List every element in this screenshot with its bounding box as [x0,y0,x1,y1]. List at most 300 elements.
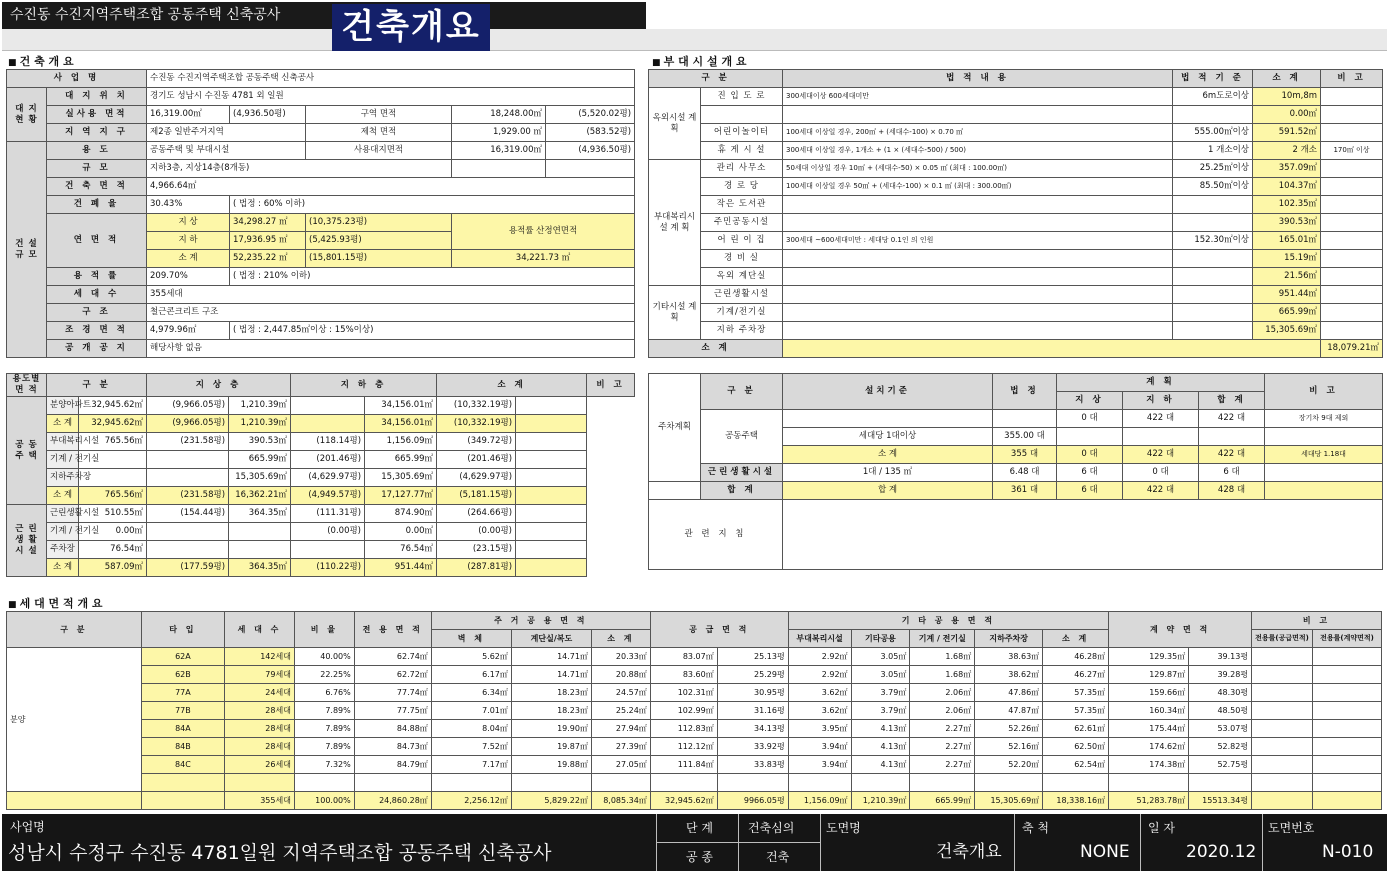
cell-value: 174.62㎡ [1109,738,1189,756]
legal-standard [1173,286,1253,304]
cell-value: 3.62㎡ [788,702,851,720]
cell-value: 20.88㎡ [591,666,650,684]
cell-value: 48.50평 [1189,702,1252,720]
cell-value: 84.79㎡ [354,756,431,774]
cell-value: 6.17㎡ [431,666,511,684]
table-cell [1109,774,1189,792]
table-cell: 지 상 [147,214,230,232]
table-cell: 355.00 대 [993,428,1057,446]
table-cell: 지 하 층 [291,374,437,397]
cell-value: 6.34㎡ [431,684,511,702]
row-label: 주민공동시설 [701,214,783,232]
cell-value: (118.14평) [291,433,365,451]
cell-value: 2.06㎡ [910,702,975,720]
cell-value: 2.27㎡ [910,720,975,738]
subtotal: 951.44㎡ [1253,286,1321,304]
cell-value: (231.58평) [147,487,229,505]
subtotal: 357.09㎡ [1253,160,1321,178]
cell-value: 142세대 [224,648,294,666]
cell-value: 32,945.62㎡ [79,397,147,415]
cell-value: 174.38㎡ [1109,756,1189,774]
cell-value: 3.94㎡ [788,738,851,756]
unit-total-row [7,792,1382,810]
cell-value: 1,210.39㎡ [229,397,291,415]
legal-content [783,250,1173,268]
cell-value: (264.66평) [437,505,516,523]
table-cell: 해당사항 없음 [147,340,635,358]
table-cell [1252,738,1313,756]
cell-value: 28세대 [224,702,294,720]
table-cell: 법 적 기 준 [1173,70,1253,88]
table-cell: 기계 / 전기실 [910,630,975,648]
table-cell [993,410,1057,428]
table-cell: 17,936.95 ㎡ [230,232,306,250]
row-label: 부대복리시설 [47,433,79,451]
note [1321,88,1383,106]
cell-value: 52.20㎡ [975,756,1043,774]
row-label: 관리 사무소 [701,160,783,178]
subtotal: 0.00㎡ [1253,106,1321,124]
facility-row [649,268,1383,286]
number-label: 도면번호 [1268,821,1315,835]
note [1321,232,1383,250]
cell-value: 0.00㎡ [79,523,147,541]
row-label: 지하주차장 [47,469,79,487]
table-cell: 구 분 [47,374,147,397]
cell-value: 52.16㎡ [975,738,1043,756]
table-cell: 건 폐 율 [47,196,147,214]
table-cell: 422 대 [1199,446,1265,464]
table-cell [1189,774,1252,792]
table-cell: 전용률(계약면적) [1312,630,1381,648]
use-area-row [7,559,635,577]
table-cell: 합 계 [701,482,783,500]
table-cell: 관 련 지 침 [649,500,783,570]
row-label: 진 입 도 로 [701,88,783,106]
subtotal: 15.19㎡ [1253,250,1321,268]
cell-value: 874.90㎡ [365,505,437,523]
total-value: 665.99㎡ [910,792,975,810]
note [1321,160,1383,178]
table-cell: 355 대 [993,446,1057,464]
cell-value: 33.83평 [717,756,788,774]
cell-value: 52.82평 [1189,738,1252,756]
table-cell: 계 획 [1057,374,1265,392]
table-cell [1057,428,1123,446]
cell-value: 39.13평 [1189,648,1252,666]
table-cell: (5,520.02평) [546,106,635,124]
legal-content [783,304,1173,322]
header-strip [2,29,1387,51]
row-label: 지하 주차장 [701,322,783,340]
table-cell: 공 급 면 적 [650,612,788,648]
table-cell: 소 계 [591,630,650,648]
table-cell [516,487,587,505]
title-block [2,814,1387,871]
legal-standard: 555.00㎡이상 [1173,124,1253,142]
table-cell: 소 계 [147,250,230,268]
cell-value: 3.62㎡ [788,684,851,702]
table-cell [975,774,1043,792]
facility-row [649,88,1383,106]
cell-value: 1,156.09㎡ [365,433,437,451]
cell-value: 2.92㎡ [788,666,851,684]
cell-value: 46.27㎡ [1043,666,1109,684]
section-building-title: ■ 건 축 개 요 [8,55,74,69]
cell-value: 84.88㎡ [354,720,431,738]
table-cell [1265,482,1383,500]
table-cell: 제척 면적 [306,124,452,142]
table-cell: 비 고 [1252,612,1382,630]
cell-value: 30.95평 [717,684,788,702]
group-label: 근 린 생 활 시 설 [7,505,47,577]
date-value: 2020.12 [1186,842,1257,862]
table-cell: 제2종 일반주거지역 [147,124,306,142]
facility-row [649,304,1383,322]
cell-value: (10,332.19평) [437,397,516,415]
table-cell: 1대 / 135 ㎡ [783,464,993,482]
facility-row [649,196,1383,214]
cell-value: (154.44평) [147,505,229,523]
table-cell: 지하3층, 지상14층(8개동) [147,160,452,178]
table-cell [511,774,591,792]
table-cell: 18,248.00㎡ [452,106,546,124]
subtotal: 10m,8m [1253,88,1321,106]
cell-value: 14.71㎡ [511,648,591,666]
cell-value: 24세대 [224,684,294,702]
cell-value: 34,156.01㎡ [365,415,437,433]
cell-value: 77.74㎡ [354,684,431,702]
legal-standard: 25.25㎡이상 [1173,160,1253,178]
cell-value [147,469,229,487]
unit-row [7,648,1382,666]
cell-value: (0.00평) [291,523,365,541]
table-cell [1312,720,1381,738]
table-cell: ( 법정 : 2,447.85㎡이상 : 15%이상) [230,322,635,340]
table-cell [1312,702,1381,720]
note [1321,214,1383,232]
table-cell: ( 법정 : 210% 이하) [230,268,635,286]
project-label: 사업명 [10,820,45,834]
unit-area-table [6,611,1382,810]
scale-label: 축 척 [1022,821,1049,835]
table-cell: 지 상 [1057,392,1123,410]
type-label: 공 종 [686,850,713,864]
note [1321,250,1383,268]
cell-value: 16,362.21㎡ [229,487,291,505]
cell-value: 24.57㎡ [591,684,650,702]
row-label: 소 계 [47,415,79,433]
cell-value: 47.86㎡ [975,684,1043,702]
subtotal: 390.53㎡ [1253,214,1321,232]
table-cell: 361 대 [993,482,1057,500]
cell-value: 3.05㎡ [851,666,910,684]
use-area-row [7,451,635,469]
table-cell: 공동주택 [701,410,783,464]
table-cell: 전용률(공급면적) [1252,630,1313,648]
note [1321,106,1383,124]
cell-value: (5,181.15평) [437,487,516,505]
total-value: 15513.34평 [1189,792,1252,810]
stage-value: 건축심의 [748,821,795,835]
table-cell: 계 약 면 적 [1109,612,1252,648]
use-area-row [7,433,635,451]
facility-row [649,214,1383,232]
cell-value: 31.16평 [717,702,788,720]
cell-value: 4.13㎡ [851,720,910,738]
table-cell: 부대복리시설 [788,630,851,648]
cell-value: 28세대 [224,720,294,738]
legal-standard [1173,304,1253,322]
cell-value: 19.88㎡ [511,756,591,774]
cell-value: 28세대 [224,738,294,756]
row-label: 경 로 당 [701,178,783,196]
table-cell [1312,756,1381,774]
building-overview-table [6,69,635,358]
use-area-row [7,505,635,523]
legal-standard [1173,250,1253,268]
cell-value: 47.87㎡ [975,702,1043,720]
table-cell: 구 분 [649,70,783,88]
section-units-title: ■ 세 대 면 적 개 요 [8,597,103,611]
cell-value: 52.26㎡ [975,720,1043,738]
legal-content: 300세대 ~600세대미만 : 세대당 0.1인 의 인원 [783,232,1173,250]
row-label: 소 계 [47,559,79,577]
cell-value: (110.22평) [291,559,365,577]
subtotal: 665.99㎡ [1253,304,1321,322]
facility-row [649,178,1383,196]
total-value: 5,829.22㎡ [511,792,591,810]
total-value: 8,085.34㎡ [591,792,650,810]
cell-value: 7.52㎡ [431,738,511,756]
table-cell [1312,792,1381,810]
subtotal: 165.01㎡ [1253,232,1321,250]
cell-value: 79세대 [224,666,294,684]
table-cell: 16,319.00㎡ [452,142,546,160]
table-cell [788,774,851,792]
table-cell: (5,425.93평) [306,232,452,250]
cell-value: 83.60㎡ [650,666,717,684]
table-cell: 30.43% [147,196,230,214]
table-cell [516,505,587,523]
facility-row [649,142,1383,160]
cell-value: 7.89% [294,738,354,756]
cell-value: 62.61㎡ [1043,720,1109,738]
table-cell [1312,684,1381,702]
table-cell: 합 계 [1199,392,1265,410]
subtotal: 102.35㎡ [1253,196,1321,214]
table-cell: 주차계획 [649,374,701,482]
table-cell [1265,464,1383,482]
cell-value: 7.89% [294,720,354,738]
cell-value: 32,945.62㎡ [79,415,147,433]
cell-value: 160.34㎡ [1109,702,1189,720]
table-cell [783,410,993,428]
table-cell [141,774,224,792]
cell-value: (349.72평) [437,433,516,451]
total-value: 24,860.28㎡ [354,792,431,810]
table-cell: 4,966.64㎡ [147,178,635,196]
cell-value: 102.99㎡ [650,702,717,720]
table-cell [224,774,294,792]
table-cell [1312,666,1381,684]
table-cell [516,559,587,577]
cell-value: 62.50㎡ [1043,738,1109,756]
total-value: 100.00% [294,792,354,810]
cell-value: 665.99㎡ [365,451,437,469]
cell-value: 38.63㎡ [975,648,1043,666]
stage-label: 단 계 [686,821,713,835]
cell-value: 39.28평 [1189,666,1252,684]
drawing-name: 건축개요 [936,842,1002,862]
cell-value: 34,156.01㎡ [365,397,437,415]
cell-value: 26세대 [224,756,294,774]
table-cell: 18,079.21㎡ [1321,340,1383,358]
cell-value: 1,210.39㎡ [229,415,291,433]
cell-value: 17,127.77㎡ [365,487,437,505]
row-label: 작은 도서관 [701,196,783,214]
facility-row [649,124,1383,142]
row-label: 기계 / 전기실 [47,451,79,469]
table-cell: 52,235.22 ㎡ [230,250,306,268]
table-cell: 6 대 [1057,464,1123,482]
legal-content [783,214,1173,232]
cell-value: 364.35㎡ [229,505,291,523]
row-label: 경 비 실 [701,250,783,268]
cell-value: (177.59평) [147,559,229,577]
cell-value: 129.87㎡ [1109,666,1189,684]
legal-content [783,322,1173,340]
cell-value: 3.05㎡ [851,648,910,666]
table-cell: 세 대 수 [224,612,294,648]
use-area-row [7,397,635,415]
date-label: 일 자 [1148,821,1175,835]
cell-value: 159.66㎡ [1109,684,1189,702]
cell-value: 19.90㎡ [511,720,591,738]
cell-value [291,397,365,415]
label: 사 업 명 [7,70,147,88]
table-cell [452,160,546,178]
row-label: 소 계 [47,487,79,505]
row-label: 근린생활시설 [701,286,783,304]
row-label: 주차장 [47,541,79,559]
note [1321,124,1383,142]
subtotal: 2 개소 [1253,142,1321,160]
table-cell: (4,936.50평) [546,142,635,160]
facility-row [649,160,1383,178]
cell-value: 102.31㎡ [650,684,717,702]
table-cell: 지하주차장 [975,630,1043,648]
table-cell [1252,648,1313,666]
total-value: 2,256.12㎡ [431,792,511,810]
table-cell: 설치기준 [783,374,993,410]
table-cell [516,433,587,451]
total-value: 32,945.62㎡ [650,792,717,810]
table-cell: 법 정 [993,374,1057,410]
cell-value: 57.35㎡ [1043,702,1109,720]
project-name: 성남시 수정구 수진동 4781일원 지역주택조합 공동주택 신축공사 [8,842,552,864]
table-cell: (15,801.15평) [306,250,452,268]
cell-value: 77B [141,702,224,720]
subtotal: 591.52㎡ [1253,124,1321,142]
legal-standard: 152.30㎡이상 [1173,232,1253,250]
table-cell: 지 하 [1123,392,1199,410]
table-cell: 4,979.96㎡ [147,322,230,340]
drawing-label: 도면명 [826,821,861,835]
table-cell [516,415,587,433]
label: 실사용 면적 [47,106,147,124]
cell-value: 46.28㎡ [1043,648,1109,666]
table-cell [1252,702,1313,720]
table-cell: 비 고 [1321,70,1383,88]
cell-value: 57.35㎡ [1043,684,1109,702]
table-cell [649,482,701,500]
table-cell [650,774,717,792]
cell-value: 25.29평 [717,666,788,684]
cell-value: 14.71㎡ [511,666,591,684]
table-cell: 연 면 적 [47,214,147,268]
cell-value: 2.27㎡ [910,756,975,774]
header-title: 수진동 수진지역주택조합 공동주택 신축공사 [2,2,646,29]
cell-value: 25.13평 [717,648,788,666]
cell-value: 27.94㎡ [591,720,650,738]
cell-value: 175.44㎡ [1109,720,1189,738]
table-cell [1265,428,1383,446]
section-facilities-title: ■ 부 대 시 설 개 요 [652,55,747,69]
unit-row [7,756,1382,774]
table-cell: ( 법정 : 60% 이하) [230,196,635,214]
facility-row [649,250,1383,268]
row-label [701,106,783,124]
subtotal: 104.37㎡ [1253,178,1321,196]
table-cell: 1,929.00 ㎡ [452,124,546,142]
label: 대 지 위 치 [47,88,147,106]
table-cell: 사용대지면적 [306,142,452,160]
cell-value: (4,629.97평) [291,469,365,487]
table-cell: 세대당 1대이상 [783,428,993,446]
table-cell [783,500,1383,570]
note [1321,322,1383,340]
table-cell: (10,375.23평) [306,214,452,232]
table-cell [1312,774,1381,792]
table-cell [516,541,587,559]
cell-value: 4.13㎡ [851,738,910,756]
table-cell: 소 계 [1253,70,1321,88]
table-cell [1043,774,1109,792]
table-cell: 타 입 [141,612,224,648]
table-cell: (4,936.50평) [230,106,306,124]
table-cell: 규 모 [47,160,147,178]
cell-value: 25.24㎡ [591,702,650,720]
table-cell [910,774,975,792]
cell-value: 112.83㎡ [650,720,717,738]
table-cell: 16,319.00㎡ [147,106,230,124]
legal-content [783,106,1173,124]
total-value: 18,338.16㎡ [1043,792,1109,810]
use-area-row [7,541,635,559]
cell-value: 2.06㎡ [910,684,975,702]
table-cell: 소 계 [437,374,587,397]
cell-value: 84B [141,738,224,756]
unit-row [7,720,1382,738]
legal-content [783,196,1173,214]
table-cell: 소 계 [649,340,783,358]
use-area-row [7,487,635,505]
table-cell: 법 적 내 용 [783,70,1173,88]
table-cell [1199,428,1265,446]
cell-value: 364.35㎡ [229,559,291,577]
legal-standard [1173,214,1253,232]
